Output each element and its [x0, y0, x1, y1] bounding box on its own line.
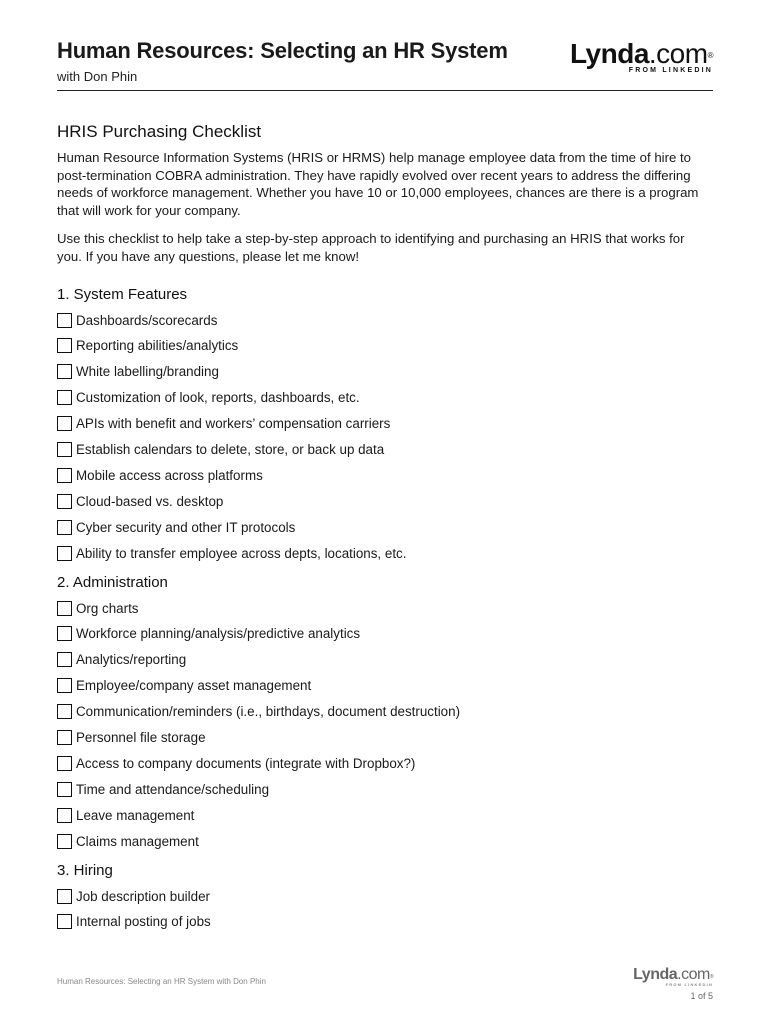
- checklist-item[interactable]: [57, 651, 186, 669]
- footer-lynda-logo: [633, 966, 713, 987]
- document-title: Human Resources: Selecting an HR System: [57, 38, 508, 63]
- checklist-item[interactable]: [57, 599, 139, 617]
- checklist-item-label: Org charts: [76, 600, 139, 616]
- checklist-item[interactable]: [57, 389, 360, 407]
- checkbox[interactable]: [57, 546, 72, 561]
- checklist-item[interactable]: [57, 544, 406, 562]
- checklist-item[interactable]: [57, 677, 311, 695]
- checklist-item-label: White labelling/branding: [76, 364, 219, 380]
- checklist-item-label: Access to company documents (integrate with Dropbox?): [76, 755, 416, 771]
- group-heading: 2. Administration: [57, 574, 168, 591]
- checklist-item-label: Workforce planning/analysis/predictive analytics: [76, 626, 361, 642]
- checklist-item-label: Communication/reminders (i.e., birthdays, document destruction): [76, 704, 461, 720]
- checklist-item[interactable]: [57, 311, 217, 329]
- logo-tagline: FROM LINKEDIN: [628, 67, 713, 74]
- group-heading: 1. System Features: [57, 286, 188, 303]
- checklist-item[interactable]: [57, 703, 460, 721]
- document-header: [57, 38, 713, 91]
- group-heading: 3. Hiring: [57, 862, 113, 879]
- checklist-item[interactable]: [57, 887, 210, 905]
- checklist-item[interactable]: [57, 625, 360, 643]
- lynda-logo: [570, 38, 713, 74]
- intro-paragraph-2: Use this checklist to help take a step-by-step approach to identifying and purchasing an HRIS that works for you. If you have any questions, please let me know!: [57, 231, 685, 264]
- checkbox[interactable]: [57, 889, 72, 904]
- checkbox[interactable]: [57, 338, 72, 353]
- checklist-item[interactable]: [57, 832, 199, 850]
- checklist-item-label: APIs with benefit and workers’ compensation carriers: [76, 416, 391, 432]
- footer-logo-brand: Lynda: [633, 966, 678, 983]
- checklist-item-label: Employee/company asset management: [76, 678, 312, 694]
- checklist-item[interactable]: [57, 806, 194, 824]
- checklist-item-label: Job description builder: [76, 888, 210, 904]
- checkbox[interactable]: [57, 782, 72, 797]
- checklist-item-label: Internal posting of jobs: [76, 914, 211, 930]
- checkbox[interactable]: [57, 756, 72, 771]
- checklist-item[interactable]: [57, 492, 223, 510]
- checkbox[interactable]: [57, 442, 72, 457]
- checklist-item[interactable]: [57, 518, 295, 536]
- checkbox[interactable]: [57, 704, 72, 719]
- checkbox[interactable]: [57, 914, 72, 929]
- checklist-item-label: Cyber security and other IT protocols: [76, 519, 296, 535]
- checkbox[interactable]: [57, 494, 72, 509]
- logo-wordmark: [570, 38, 713, 70]
- checkbox[interactable]: [57, 520, 72, 535]
- page-number: 1 of 5: [690, 991, 713, 1001]
- checklist-item-label: Personnel file storage: [76, 730, 206, 745]
- section-title: HRIS Purchasing Checklist: [57, 122, 262, 141]
- footer-logo-dotcom: .com: [677, 966, 710, 983]
- checklist-item[interactable]: [57, 754, 415, 772]
- checkbox[interactable]: [57, 364, 72, 379]
- checklist-item-label: Cloud-based vs. desktop: [76, 493, 224, 509]
- document-subtitle: with Don Phin: [57, 69, 138, 84]
- document-page: [57, 0, 713, 1024]
- checkbox[interactable]: [57, 390, 72, 405]
- checklist-item-label: Mobile access across platforms: [76, 467, 263, 483]
- checklist-item-label: Leave management: [76, 807, 195, 823]
- checklist-item[interactable]: [57, 441, 384, 459]
- logo-registered-mark: ®: [707, 51, 713, 60]
- intro-paragraph-1: Human Resource Information Systems (HRIS or HRMS) help manage employee data from the time of hire to post-termination COBRA administration. They have rapidly evolved over recent years to address the differing needs of workforce management. Whether you have 10 or 10,000 employees, chances are there is a program that will work for your company.: [57, 150, 699, 218]
- checklist-item-label: Establish calendars to delete, store, or back up data: [76, 442, 385, 457]
- checklist-item[interactable]: [57, 780, 269, 798]
- footer-logo-tagline: FROM LINKEDIN: [665, 982, 713, 987]
- checklist-item-label: Dashboards/scorecards: [76, 312, 218, 328]
- checklist-item[interactable]: [57, 415, 390, 433]
- checklist-item[interactable]: [57, 729, 206, 747]
- checklist-item[interactable]: [57, 363, 219, 381]
- checkbox[interactable]: [57, 652, 72, 667]
- footer-course-title: Human Resources: Selecting an HR System with Don Phin: [57, 977, 266, 986]
- checkbox[interactable]: [57, 834, 72, 849]
- logo-dotcom: .com: [648, 38, 708, 69]
- checklist-item-label: Customization of look, reports, dashboards, etc.: [76, 390, 360, 406]
- checkbox[interactable]: [57, 808, 72, 823]
- checklist-item[interactable]: [57, 466, 263, 484]
- footer-logo-registered-mark: ®: [709, 974, 713, 980]
- checkbox[interactable]: [57, 416, 72, 431]
- checklist-item-label: Time and attendance/scheduling: [76, 781, 270, 797]
- checklist-item-label: Ability to transfer employee across depts, locations, etc.: [76, 545, 407, 561]
- checkbox[interactable]: [57, 468, 72, 483]
- checklist-item-label: Analytics/reporting: [76, 652, 187, 668]
- checklist-item-label: Claims management: [76, 833, 199, 849]
- checkbox[interactable]: [57, 313, 72, 328]
- checkbox[interactable]: [57, 601, 72, 616]
- checklist-item-label: Reporting abilities/analytics: [76, 338, 239, 354]
- checkbox[interactable]: [57, 626, 72, 641]
- checklist-item[interactable]: [57, 913, 211, 931]
- logo-brand: Lynda: [569, 38, 649, 69]
- checkbox[interactable]: [57, 678, 72, 693]
- checkbox[interactable]: [57, 730, 72, 745]
- checklist-item[interactable]: [57, 337, 238, 355]
